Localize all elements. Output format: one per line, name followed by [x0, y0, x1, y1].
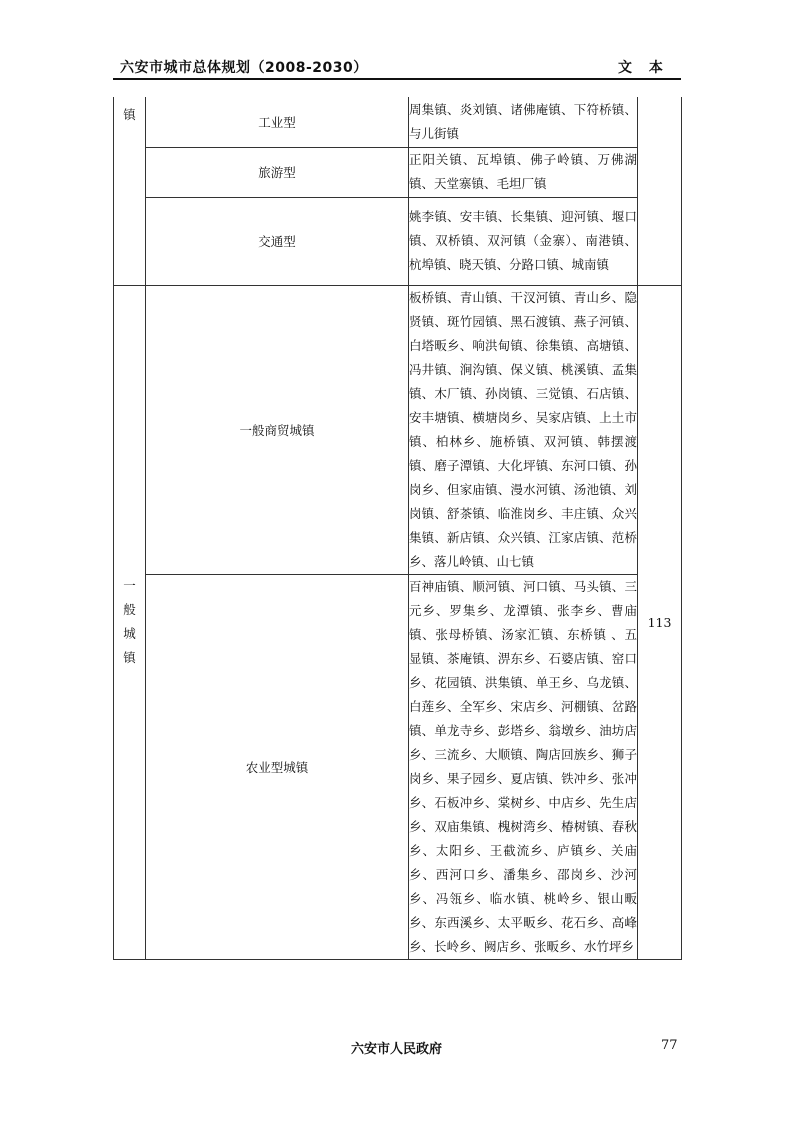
count-cell-empty: [638, 97, 682, 285]
category-cell-general: [114, 285, 146, 959]
table-row: [114, 574, 682, 959]
towns-cell: 周集镇、炎刘镇、诸佛庵镇、下符桥镇、与儿街镇: [409, 97, 638, 147]
town-classification-table: [113, 97, 682, 960]
type-cell: 旅游型: [146, 147, 409, 197]
type-cell: 一般商贸城镇: [146, 285, 409, 574]
towns-cell: 板桥镇、青山镇、干汊河镇、青山乡、隐贤镇、斑竹园镇、黑石渡镇、燕子河镇、白塔畈乡、响洪甸镇、徐集镇、高塘镇、冯井镇、涧沟镇、保义镇、桃溪镇、孟集镇、木厂镇、孙岗镇、三觉镇、石店镇、安丰塘镇、横塘岗乡、吴家店镇、上土市镇、柏林乡、施桥镇、双河镇、韩摆渡镇、磨子潭镇、大化坪镇、东河口镇、孙岗乡、但家庙镇、漫水河镇、汤池镇、刘岗镇、舒茶镇、临淮岗乡、丰庄镇、众兴集镇、新店镇、众兴镇、江家店镇、范桥乡、落儿岭镇、山七镇: [409, 285, 638, 574]
type-cell: 交通型: [146, 197, 409, 285]
category-cell-town: [114, 97, 146, 285]
table-row: [114, 285, 682, 574]
type-cell: 工业型: [146, 97, 409, 147]
category-label: 一般城镇: [123, 578, 136, 665]
towns-cell: 姚李镇、安丰镇、长集镇、迎河镇、堰口镇、双桥镇、双河镇（金寨）、南港镇、杭埠镇、晓天镇、分路口镇、城南镇: [409, 197, 638, 285]
count-cell: 113: [638, 285, 682, 959]
table-row: [114, 97, 682, 147]
towns-cell: 正阳关镇、瓦埠镇、佛子岭镇、万佛湖镇、天堂寨镇、毛坦厂镇: [409, 147, 638, 197]
table-row: [114, 147, 682, 197]
document-title: 六安市城市总体规划（2008-2030）: [120, 60, 368, 76]
document-section-label: 文 本: [618, 60, 669, 76]
header-divider: [113, 78, 681, 80]
footer-organization: 六安市人民政府: [350, 1042, 442, 1057]
table-row: [114, 197, 682, 285]
page-number: 77: [661, 1038, 678, 1053]
towns-cell: 百神庙镇、顺河镇、河口镇、马头镇、三元乡、罗集乡、龙潭镇、张李乡、曹庙镇、张母桥镇、汤家汇镇、东桥镇 、五显镇、茶庵镇、淠东乡、石婆店镇、窑口乡、花园镇、洪集镇、单王乡、乌龙镇、白莲乡、全军乡、宋店乡、河棚镇、岔路镇、单龙寺乡、彭塔乡、翁墩乡、油坊店乡、三流乡、大顺镇、陶店回族乡、狮子岗乡、果子园乡、夏店镇、铁冲乡、张冲乡、石板冲乡、棠树乡、中店乡、先生店乡、双庙集镇、槐树湾乡、椿树镇、春秋乡、太阳乡、王截流乡、庐镇乡、关庙乡、西河口乡、潘集乡、邵岗乡、沙河乡、冯瓴乡、临水镇、桃岭乡、银山畈乡、东西溪乡、太平畈乡、花石乡、高峰乡、长岭乡、阙店乡、张畈乡、水竹坪乡: [409, 574, 638, 959]
category-label: 镇: [123, 107, 136, 122]
type-cell: 农业型城镇: [146, 574, 409, 959]
